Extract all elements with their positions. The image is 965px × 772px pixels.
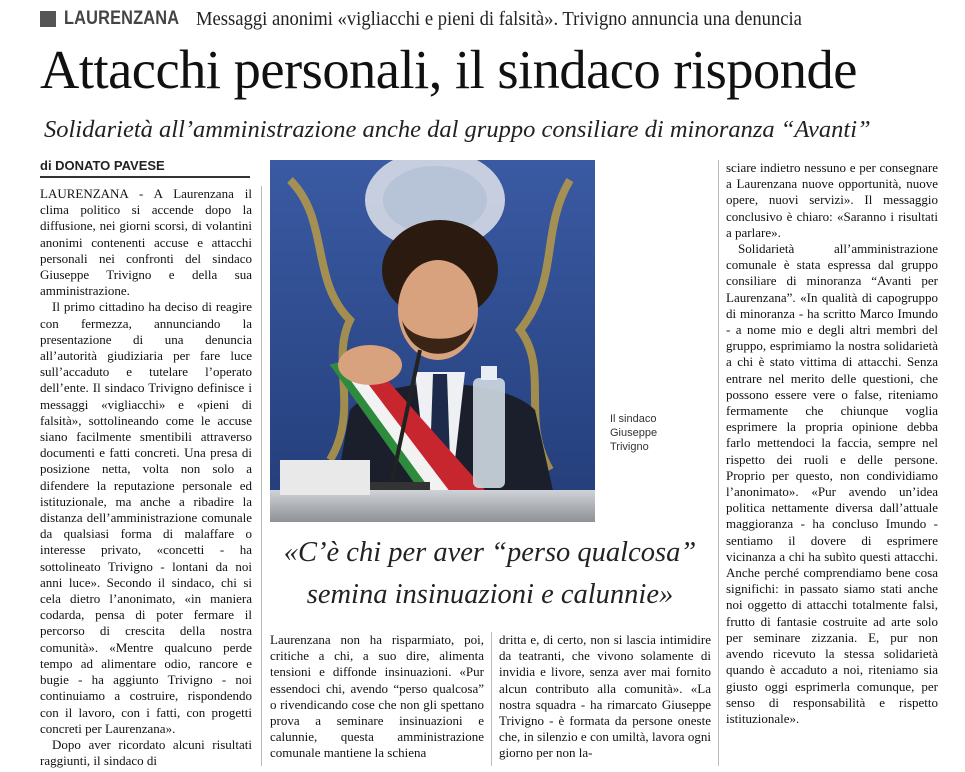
headline: Attacchi personali, il sindaco risponde bbox=[40, 39, 857, 100]
caption-line: Giuseppe bbox=[610, 427, 658, 439]
pull-quote-line: «C’è chi per aver “perso qualcosa” bbox=[283, 537, 697, 568]
column-divider bbox=[718, 160, 719, 766]
subheadline: Solidarietà all’amministrazione anche dal gruppo consiliare di minoranza “Avanti” bbox=[44, 116, 871, 143]
kicker-place: LAURENZANA bbox=[64, 8, 180, 29]
kicker-square bbox=[40, 11, 56, 27]
kicker bbox=[40, 6, 940, 32]
paragraph: Solidarietà all’amministrazione comunale è stata espressa dal gruppo consiliare di minoranza “Avanti per Laurenzana”. «In qualità di capogruppo di minoranza - ha scritto Marco Imundo - a nome mio e degli altri membri del gruppo, esprimiamo la nostra solidarietà a chi è stato vittima di attacchi. Senza entrare nel merito delle questioni, che possono essere vere o false, riteniamo fermamente che chiunque voglia esprimere la propria opinione debba farlo mettendoci la faccia, sempre nel rispetto dei ruoli e delle persone. Proprio per questo, non condividiamo l’anonimato». «Pur avendo un’idea politica nettamente diversa dall’attuale maggioranza - ha concluso Imundo - sentiamo il dovere di esprimere vicinanza a chi ha subìto questi attacchi. Anche perché comprendiamo bene cosa significhi: in passato siamo stati anche noi oggetto di attacchi totalmente falsi, frutto di fantasie costruite ad arte solo per seminare zizzania. E, pur non avendo ricevuto la stessa solidarietà quando è accaduto a noi, riteniamo sia giusto oggi esprimerla comunque, per senso di responsabilità e rispetto istituzionale». bbox=[726, 241, 938, 726]
paragraph: Laurenzana non ha risparmiato, poi, critiche a chi, a suo dire, alimenta tensioni e diffonde insinuazioni. «Pur essendoci chi, avendo “perso qualcosa” o rivendicando cose che non gli spettano prova a seminare insinuazioni e calunnie, questa amministrazione comunale mantiene la schiena bbox=[270, 632, 484, 761]
byline: di DONATO PAVESE bbox=[40, 158, 250, 178]
pull-quote bbox=[270, 532, 710, 622]
column-divider bbox=[491, 632, 492, 766]
article-column-4 bbox=[726, 160, 938, 772]
caption-line: Il sindaco bbox=[610, 413, 657, 425]
article-column-3 bbox=[499, 632, 711, 772]
pull-quote-line: semina insinuazioni e calunnie» bbox=[306, 579, 674, 610]
photo-caption bbox=[610, 412, 710, 454]
paragraph: Dopo aver ricordato alcuni risultati raggiunti, il sindaco di bbox=[40, 736, 252, 769]
mayor-photo bbox=[270, 160, 595, 522]
paragraph: Il primo cittadino ha deciso di reagire con fermezza, annunciando la presentazione di una denuncia all’autorità giudiziaria per fare luce sull’accaduto e tutelare l’operato dell’ente. Il sindaco Trivigno definisce i messaggi «vigliacchi» e «pieni di falsità», sottolineando come le accuse siano facilmente smentibili attraverso documenti e fatti concreti. Una presa di posizione netta, volta non solo a difendere la reputazione personale ed istituzionale, ma anche a ribadire la distanza dell’amministrazione comunale da qualsiasi forma di malaffare o interesse privato, «concetti - ha sottolineato Trivigno - lontani da noi anni luce». Secondo il sindaco, chi si cela dietro l’anonimato, «in maniera codarda, pensa di poter fermare il percorso di crescita della nostra comunità». «Mentre qualcuno perde tempo ad alimentare odio, rancore e bugie - ha aggiunto Trivigno - noi continuiamo a costruire, rispondendo con il lavoro, con i fatti, con progetti concreti per Laurenzana». bbox=[40, 299, 252, 736]
article-column-1 bbox=[40, 186, 252, 772]
paragraph: sciare indietro nessuno e per consegnare a Laurenzana nuove opportunità, nuove opere, nuovi servizi». Il messaggio conclusivo è chiaro: «Saranno i risultati a parlare». bbox=[726, 160, 938, 240]
kicker-text: Messaggi anonimi «vigliacchi e pieni di falsità». Trivigno annuncia una denuncia bbox=[196, 7, 802, 30]
paragraph: LAURENZANA - A Laurenzana il clima politico si accende dopo la diffusione, nei giorni scorsi, di volantini anonimi contenenti accuse e attacchi personali nei confronti del sindaco Giuseppe Trivigno e della sua amministrazione. bbox=[40, 186, 252, 299]
article-column-2 bbox=[270, 632, 484, 772]
mayor-photo-illustration bbox=[270, 160, 595, 522]
caption-line: Trivigno bbox=[610, 441, 649, 453]
paragraph: dritta e, di certo, non si lascia intimidire da teatranti, che vivono solamente di invidia e livore, senza aver mai fornito alcun contributo alla comunità». «La nostra squadra - ha rimarcato Giuseppe Trivigno - è formata da persone oneste che, in silenzio e con umiltà, lavora ogni giorno per non la- bbox=[499, 632, 711, 761]
column-divider bbox=[261, 186, 262, 766]
